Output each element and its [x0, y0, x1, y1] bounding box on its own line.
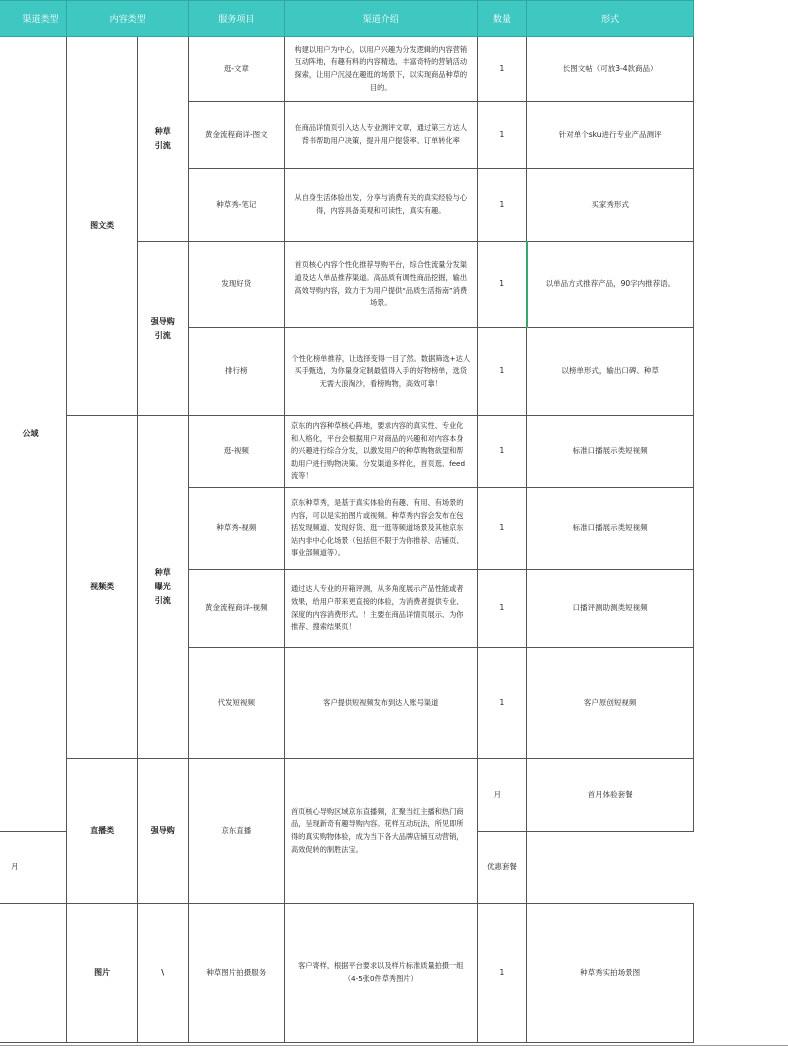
form: 优惠套餐	[477, 832, 527, 904]
channel-intro: 京东种草秀，是基于真实体验的有趣、有用、有场景的内容，可以是实拍图片或视频。种草秀内容会发布在包括发现频道、发现好货、逛一逛等频道场景及其他京东 站内非中心化场景（包括但不限于为你推荐、店铺页、事业部频道等）。	[284, 488, 477, 570]
content-type-strong-guide: 强导购 引流	[137, 242, 188, 416]
form: 针对单个sku进行专业产品测评	[527, 102, 694, 169]
channel-intro: 构建以用户为中心，以用户兴趣为分发逻辑的内容营销互动阵地，有趣有料的内容精选，丰富奇特的营销活动探索，让用户沉浸在趣逛的场景下，以实现商品种草的目的。	[284, 37, 477, 102]
quantity: 月	[477, 759, 527, 832]
group-picture: 图片	[67, 904, 137, 1043]
service-item: 京东直播	[188, 759, 284, 904]
service-item: 种草秀-笔记	[188, 169, 284, 242]
group-video: 视频类	[67, 416, 137, 759]
quantity: 1	[477, 169, 527, 242]
service-item: 逛-视频	[188, 416, 284, 488]
channel-intro: 首页核心导购区域京东直播频，汇聚当红主播和热门商品，呈现新奇有趣导购内容。花样互动玩法，所见即所得的真实购物体验，成为当下各大品牌店铺互动营销，高效促转的制胜法宝。	[284, 759, 477, 904]
quantity: 1	[477, 904, 527, 1043]
header-form: 形式	[527, 1, 694, 37]
group-public: 公域	[0, 37, 67, 832]
form: 以单品方式推荐产品，90字内推荐语。	[527, 242, 694, 328]
content-type-seed-exposure: 种草 曝光 引流	[137, 416, 188, 759]
group-live: 直播类	[67, 759, 137, 904]
table-row	[0, 904, 694, 1043]
group-blank	[0, 904, 67, 1043]
channel-intro: 在商品详情页引入达人专业测评文章，通过第三方达人背书帮助用户决策，提升用户提袋率、订单转化率	[284, 102, 477, 169]
channel-intro: 从自身生活体验出发，分享与消费有关的真实经验与心得，内容具备美观和可读性，真实有趣。	[284, 169, 477, 242]
form: 标准口播展示类短视频	[527, 416, 694, 488]
form: 首月体验套餐	[527, 759, 694, 832]
header-quantity: 数量	[477, 1, 527, 37]
table-row	[0, 37, 694, 102]
form: 长图文帖（可放3-4款商品）	[527, 37, 694, 102]
group-graphic: 图文类	[67, 37, 137, 416]
form: 口播评测助测类短视频	[527, 570, 694, 648]
quantity: 月	[0, 832, 67, 904]
service-item: 种草图片拍摄服务	[188, 904, 284, 1043]
content-type-strong-shop: 强导购	[137, 759, 188, 904]
quantity: 1	[477, 648, 527, 759]
channel-intro: 客户提供短视频发布到达人账号渠道	[284, 648, 477, 759]
table-header-row	[0, 1, 694, 37]
header-channel-type: 渠道类型	[0, 1, 67, 37]
header-content-type: 内容类型	[67, 1, 188, 37]
quantity: 1	[477, 488, 527, 570]
quantity: 1	[477, 102, 527, 169]
form: 种草秀实拍场景图	[527, 904, 694, 1043]
service-item: 黄金流程商详-视频	[188, 570, 284, 648]
quantity: 1	[477, 416, 527, 488]
header-service-item: 服务项目	[188, 1, 284, 37]
service-item: 种草秀-视频	[188, 488, 284, 570]
header-channel-intro: 渠道介绍	[284, 1, 477, 37]
service-item: 发现好货	[188, 242, 284, 328]
table-row	[0, 416, 694, 488]
form: 买家秀形式	[527, 169, 694, 242]
quantity: 1	[477, 242, 527, 328]
channel-intro: 通过达人专业的开箱评测，从多角度展示产品性能或者效果，给用户带来更直接的体验，为消费者提供专业、深度的内容消费形式。！主要在商品详情页展示、为你推荐、搜索结果页！	[284, 570, 477, 648]
channel-intro: 个性化榜单推荐，让选择变得一目了然。数据筛选+达人买手甄选，为你量身定制最值得入手的好物榜单，选货无需大浪淘沙，看榜购物，高效可靠！	[284, 328, 477, 416]
channel-intro: 首页核心内容个性化推荐导购平台，综合性流量分发渠道及达人单品推荐渠道。高品质有调性商品挖掘，输出高效导购内容，致力于为用户提供“品质生活指南”消费场景。	[284, 242, 477, 328]
form: 客户原创短视频	[527, 648, 694, 759]
channel-intro: 客户寄样，根据平台要求以及样片标准质量拍摄一组（4-5张0件草秀图片）	[284, 904, 477, 1043]
table-row	[0, 759, 694, 832]
content-type-picture-none: \	[137, 904, 188, 1043]
channel-intro: 京东的内容种草核心阵地，要求内容的真实性、专业化和人格化，平台会根据用户对商品的兴趣和对内容本身的兴趣进行综合分发，以激发用户的种草购物欲望和帮助用户进行购物决策。分发渠道多样化，首页逛、feed流等！	[284, 416, 477, 488]
page-bottom-divider	[0, 1045, 788, 1046]
quantity: 1	[477, 570, 527, 648]
form: 标准口播展示类短视频	[527, 488, 694, 570]
form: 以榜单形式，输出口碑、种草	[527, 328, 694, 416]
service-item: 黄金流程商详-图文	[188, 102, 284, 169]
content-type-seed-guide: 种草 引流	[137, 37, 188, 242]
service-item: 排行榜	[188, 328, 284, 416]
service-item: 逛-文章	[188, 37, 284, 102]
quantity: 1	[477, 328, 527, 416]
service-item: 代发短视频	[188, 648, 284, 759]
quantity: 1	[477, 37, 527, 102]
